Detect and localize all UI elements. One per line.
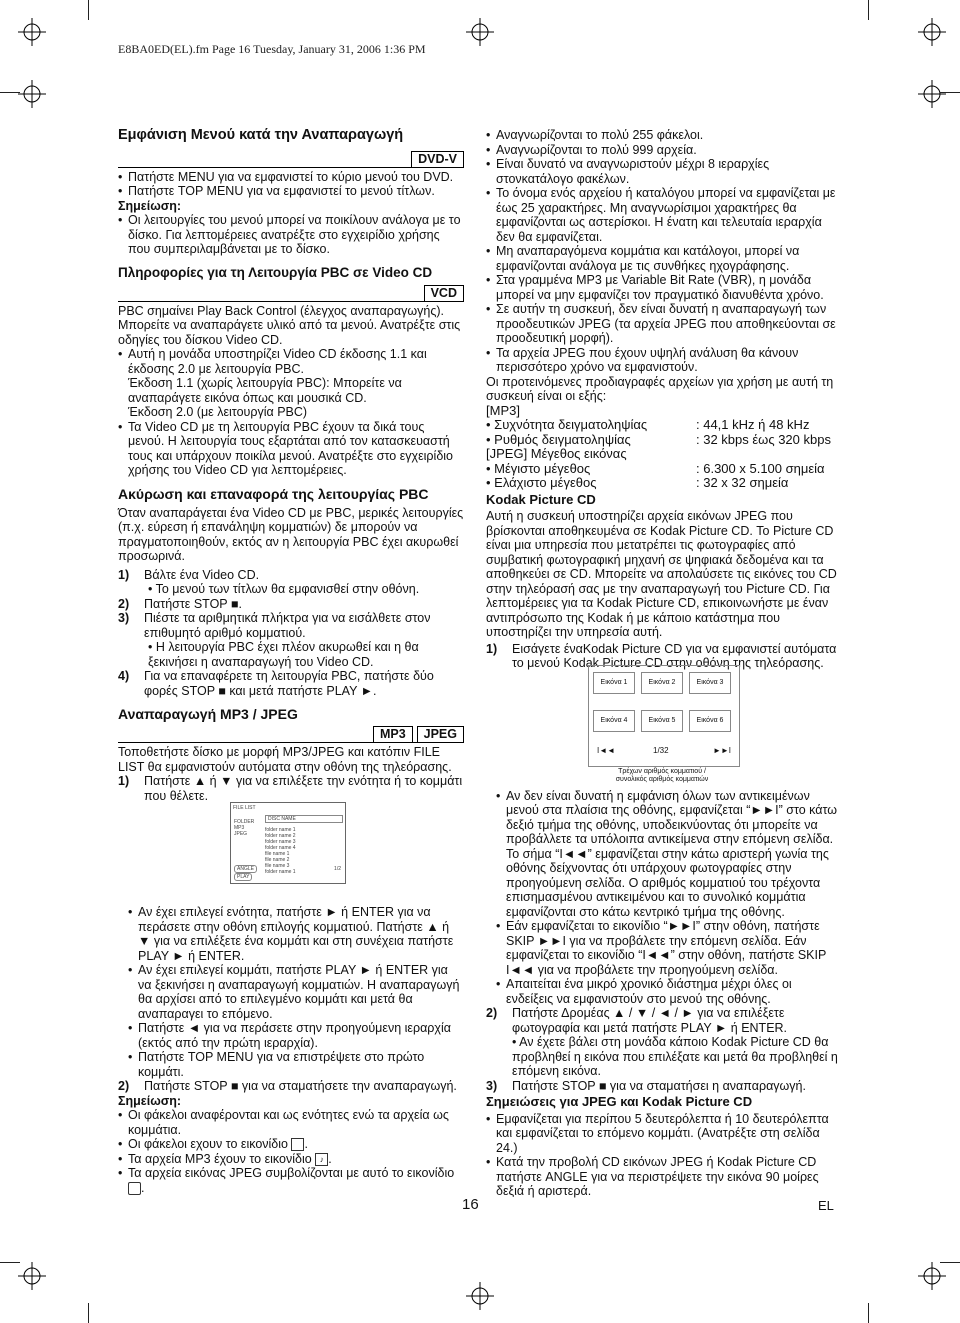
list-item: folder name 2: [265, 833, 296, 839]
crop-mark: [0, 92, 20, 93]
list-item: • Πατήστε ◄ για να περάσετε στην προηγούμενη ιεραρχία (εκτός από την πρώτη ιεραρχία).: [118, 1021, 464, 1050]
list-item: • Οι λειτουργίες του μενού μπορεί να ποικίλουν ανάλογα με το δίσκο. Για λεπτομέρειες ανατρέξτε στο εγχειρίδιο χρήσης που συμπεριλαμβάνεται με το δίσκο.: [118, 213, 464, 257]
spec-value: : 44,1 kHz ή 48 kHz: [696, 417, 810, 432]
crop-mark: [940, 92, 960, 93]
legend-jpeg: JPEG: [234, 831, 248, 837]
thumbnail: Εικόνα 1: [593, 672, 635, 694]
list-item: folder name 4: [265, 845, 296, 851]
list-item: • Είναι δυνατό να αναγνωριστούν μέχρι 8 ιεραρχίες στονκατάλογο φακέλων.: [486, 157, 838, 186]
tag-bar-mp3-jpeg: [118, 726, 464, 743]
list-item: file name 3: [265, 863, 290, 869]
spec-row: [486, 462, 838, 477]
step-sub-item: • Η λειτουργία PBC έχει πλέον ακυρωθεί και η θα ξεκινήσει η αναπαραγωγή του Video CD.: [148, 640, 419, 669]
thumbnail: Εικόνα 2: [641, 672, 683, 694]
list-item: folder name 1: [265, 827, 296, 833]
note-text: Οι φάκελοι εχουν το εικονίδιο: [128, 1137, 288, 1151]
jpeg-image-icon: [128, 1182, 141, 1195]
list-item: • Τα αρχεία JPEG που έχουν υψηλή ανάλυση θα κάνουν περισσότερο χρόνο να εμφανιστούν.: [486, 346, 838, 375]
list-item: • Απαιτείται ένα μικρό χρονικό διάστημα μέχρι όλες οι ενδείξεις να εμφανιστούν στο μενού της οθόνης.: [486, 977, 838, 1006]
list-item: • Αυτή η μονάδα υποστηρίζει Video CD έκδοσης 1.1 και έκδοσης 2.0 με λειτουργία PBC.: [118, 347, 464, 376]
registration-mark-bottom-right-icon: [918, 1262, 946, 1290]
step-item: [486, 1006, 838, 1035]
note-text: Τα αρχεία MP3 έχουν το εικονίδιο: [128, 1151, 312, 1166]
registration-mark-top-center-icon: [466, 18, 494, 46]
spec-value: : 32 kbps έως 320 kbps: [696, 431, 831, 447]
step-number: 1): [118, 774, 130, 788]
list-item: file name 1: [265, 851, 290, 857]
note-heading: Σημείωση:: [118, 198, 182, 213]
tag-mp3: MP3: [373, 726, 413, 742]
list-item: • Τα αρχεία εικόνας JPEG συμβολίζονται με αυτό το εικονίδιο .: [118, 1166, 464, 1195]
registration-mark-top-left-icon: [18, 18, 46, 46]
list-item: • Κατά την προβολή CD εικόνων JPEG ή Kodak Picture CD πατήστε ANGLE για να περιστρέψετε την εικόνα 90 μοίρες δεξιά ή αριστερά.: [486, 1155, 838, 1199]
right-column: [486, 128, 838, 1199]
step-number: 2): [118, 596, 130, 611]
page-number: 16: [462, 1196, 479, 1213]
thumbnail: Εικόνα 3: [689, 672, 731, 694]
file-list-btn-angle: ANGLE: [234, 865, 257, 873]
spec-label: • Ελάχιστο μέγεθος: [486, 475, 597, 490]
spec-heading-mp3: [MP3]: [486, 402, 520, 418]
crop-mark: [940, 1262, 960, 1263]
step-item: [118, 774, 464, 803]
list-item: file name 2: [265, 857, 290, 863]
file-list-btn-play: PLAY: [234, 873, 252, 881]
tag-dvdv: DVD-V: [411, 151, 464, 167]
registration-mark-bottom-center-icon: [466, 1282, 494, 1310]
list-item: • Αν έχει επιλεγεί κομμάτι, πατήστε PLAY ► ή ENTER για να ξεκινήσει η αναπαραγωγή κομματιών. Η αναπαραγωγή θα αρχίσει από το επιλεγμένο κομμάτι και μετά θα αναπαραγει το επόμενο.: [118, 963, 464, 1021]
registration-mark-left-icon: [18, 80, 46, 108]
spec-value: : 6.300 x 5.100 σημεία: [696, 460, 825, 476]
list-item: • Τα Video CD με τη λειτουργία PBC έχουν τα δικά τους μενού. Η λειτουργία τους εξαρτάται από τον κατασκευαστή τους και υπάρχουν ποικίλα μενού. Ανατρέξτε στο εγχειρίδιο χρήσης του Video CD για λεπτομέρειες.: [118, 420, 464, 478]
file-list-title: FILE LIST: [233, 805, 256, 811]
section-title-pbc: Πληροφορίες για τη Λειτουργία PBC σε Video CD: [118, 264, 433, 280]
crop-mark: [868, 1303, 869, 1323]
section-title-menu-playback: Εμφάνιση Μενού κατά την Αναπαραγωγή: [118, 127, 404, 143]
kodak-caption: Τρέχων αριθμός κομματιού / συνολικός αριθμός κομματιών: [615, 768, 709, 783]
folder-icon: [291, 1138, 304, 1151]
step-text: Πατήστε Δρομέας ▲ / ▼ / ◄ / ► για να επιλέξετε φωτογραφία και μετά πατήστε PLAY ► ή ENTER.: [512, 1006, 788, 1035]
section-title-pbc-cancel: Ακύρωση και επαναφορά της λειτουργίας PBC: [118, 485, 429, 502]
list-item: • Οι φάκελοι εχουν το εικονίδιο .: [118, 1137, 464, 1152]
legend-folder: FOLDER: [234, 819, 255, 825]
list-item: • Σε αυτήν τη συσκευή, δεν είναι δυνατή η αναπαραγωγή των προοδευτικών JPEG (τα αρχεία JPEG που αποθηκεύονται σε προοδευτική μορφή).: [486, 302, 838, 346]
section-title-jpeg-notes: Σημειώσεις για JPEG και Kodak Picture CD: [486, 1094, 753, 1109]
mp3-note-icon: ♪: [315, 1153, 328, 1166]
spec-label: • Συχνότητα δειγματοληψίας: [486, 417, 648, 432]
file-list-screen: [230, 802, 346, 884]
step-item: [486, 1079, 838, 1094]
list-item: • Αν δεν είναι δυνατή η εμφάνιση όλων των αντικειμένων μενού στα πλαίσια της οθόνης, εμφανίζεται “►►I” στο κάτω δεξιό τμήμα της οθόνης, υποδεικνύοντας ότι μπορείτε να προβάλλετε τα υπόλοιπα αντικείμενα στην επόμενη σελίδα. Το σήμα “I◄◄” εμφανίζεται στην κάτω αριστερή γωνία της οθόνης δείχνοντας ότι υπάρχουν φωτογραφίες στην προηγούμενη σελίδα. Ο αριθμός κομματιού του τρέχοντα επισημασμένου αντικειμένου και το συνολικό κομμάτια εμφανίζονται στο κάτω κεντρικό τμήμα της οθόνης.: [486, 789, 838, 920]
left-column: [118, 128, 464, 1195]
kodak-menu-screen: [588, 665, 740, 767]
step-item: [118, 597, 464, 612]
language-code: EL: [818, 1198, 834, 1213]
spec-heading-jpeg: [JPEG] Μέγεθος εικόνας: [486, 446, 627, 461]
spec-label: • Ρυθμός δειγματοληψίας: [486, 431, 631, 447]
paragraph: Έκδοση 1.1 (χωρίς λειτουργία PBC): Μπορείτε να αναπαράγετε εικόνα όπως και μουσικά CD.: [128, 376, 402, 405]
paragraph: Έκδοση 2.0 (με λειτουργία PBC): [128, 405, 308, 419]
print-header: E8BA0ED(EL).fm Page 16 Tuesday, January 31, 2006 1:36 PM: [118, 42, 426, 56]
step-item: [118, 611, 464, 640]
list-item: • Οι φάκελοι αναφέρονται και ως ενότητες ενώ τα αρχεία ως κομμάτια.: [118, 1108, 464, 1137]
registration-mark-top-right-icon: [918, 18, 946, 46]
crop-mark: [88, 1303, 89, 1323]
step-item: [118, 1079, 464, 1094]
section-title-mp3-jpeg: Αναπαραγωγή MP3 / JPEG: [118, 706, 298, 722]
skip-next-icon: ►►I: [712, 746, 731, 755]
spec-value: : 32 x 32 σημεία: [696, 475, 789, 490]
paragraph: Οι προτεινόμενες προδιαγραφές αρχείων για χρήση με αυτή τη συσκευή είναι οι εξής:: [486, 374, 834, 403]
list-item: • Τα αρχεία MP3 έχουν το εικονίδιο ♪ .: [118, 1152, 464, 1167]
step-item: [118, 568, 464, 583]
thumbnail: Εικόνα 5: [641, 710, 683, 732]
spec-row: [486, 433, 838, 448]
step-text: Βάλτε ένα Video CD.: [144, 567, 260, 582]
tag-bar-dvdv: [118, 151, 464, 168]
list-item: • Αν έχει επιλεγεί ενότητα, πατήστε ► ή ENTER για να περάσετε στην οθόνη επιλογής κομματιού. Πατήστε ▲ ή ▼ για να επιλέξετε ένα κομμάτι και στη συνέχεια πατήστε PLAY ► ή ENTER.: [118, 905, 464, 963]
step-text: Εισάγετε έναKodak Picture CD για να εμφανιστεί αυτόματα το μενού Kodak Picture CD στην οθόνη της τηλεόρασης.: [512, 641, 837, 670]
crop-mark: [0, 1262, 20, 1263]
registration-mark-bottom-left-icon: [18, 1262, 46, 1290]
step-text: Πιέστε τα αριθμητικά πλήκτρα για να εισάλθετε στον επιθυμητό αριθμό κομματιού.: [144, 611, 431, 640]
thumbnail: Εικόνα 6: [689, 710, 731, 732]
step-number: 3): [486, 1078, 498, 1093]
step-sub-item: • Το μενού των τίτλων θα εμφανισθεί στην οθόνη.: [148, 582, 420, 596]
step-text: Για να επαναφέρετε τη λειτουργία PBC, πατήστε δύο φορές STOP ■ και μετά πατήστε PLAY ►.: [144, 669, 434, 698]
tag-jpeg: JPEG: [417, 726, 464, 742]
list-item: • Αναγνωρίζονται το πολύ 255 φάκελοι.: [486, 128, 838, 143]
legend-mp3: MP3: [234, 825, 245, 831]
step-number: 4): [118, 669, 130, 683]
list-item: • Εμφανίζεται για περίπου 5 δευτερόλεπτα ή 10 δευτερόλεπτα και εμφανίζεται το επόμενο κομμάτι. (Ανατρέξτε στη σελίδα 24.): [486, 1112, 838, 1156]
list-item: • Στα γραμμένα MP3 με Variable Bit Rate (VBR), η μονάδα μπορεί να μην εμφανίζει τον πραγματικό διανυθέντα χρόνο.: [486, 273, 838, 302]
spec-label: • Μέγιστο μέγεθος: [486, 460, 591, 476]
list-item: • Πατήστε TOP MENU για να εμφανιστεί το μενού τίτλων.: [118, 184, 464, 199]
paragraph: Αυτή η συσκευή υποστηρίζει αρχεία εικόνων JPEG που βρίσκονται αποθηκευμένα σε Kodak Picture CD. Το Picture CD είναι μια υπηρεσία που μετατρέπει τις φωτογραφίες από συμβατική φωτογραφική μηχανή σε ψηφιακά δεδομένα και τα αποθηκεύει σε CD. Μπορείτε να απολαύσετε τις εικόνες του CD στην τηλεόρασή σας με την αναπαραγωγή του Picture CD. Για λεπτομέρειες για τα Kodak Picture CD, επικοινωνήστε με έναν αντιπρόσωπο της Kodak ή με κάποιο κατάστημα που υποστηρίζει την υπηρεσία αυτή.: [486, 509, 837, 639]
list-item: • Πατήστε TOP MENU για να επιστρέψετε στο πρώτο κομμάτι.: [118, 1050, 464, 1079]
list-item: • Εάν εμφανίζεται το εικονίδιο “►►I” στην οθόνη, πατήστε SKIP ►►I για να προβάλετε την επόμενη σελίδα. Εάν εμφανίζεται το εικονίδιο “I◄◄” στην οθόνη, πατήστε SKIP I◄◄ για να προβάλετε την προηγούμενη σελίδα.: [486, 919, 838, 977]
step-number: 3): [118, 611, 130, 625]
list-item: • Το όνομα ενός αρχείου ή καταλόγου μπορεί να εμφανίζεται με έως 25 χαρακτήρες. Μη αναγνωρίσιμοι χαρακτήρες θα εμφανίζονται ως αστερίσκοι. Η ένατη και τελευταία ιεραρχία δεν θα εμφανίζεται.: [486, 186, 838, 244]
step-text: Πατήστε STOP ■.: [144, 596, 242, 611]
paragraph: PBC σημαίνει Play Back Control (έλεγχος αναπαραγωγής). Μπορείτε να αναπαράγετε υλικό από τα μενού. Ανατρέξτε στις οδηγίες του δίσκου Video CD.: [118, 303, 461, 347]
list-item: folder name 3: [265, 839, 296, 845]
spec-row: [486, 476, 838, 491]
list-item: • Πατήστε MENU για να εμφανιστεί το κύριο μενού του DVD.: [118, 170, 464, 185]
crop-mark: [88, 0, 89, 20]
tag-bar-vcd: [118, 285, 464, 302]
file-list-page: 1/2: [334, 866, 341, 872]
file-list-disc-name: DISC NAME: [265, 815, 343, 823]
step-number: 1): [118, 567, 130, 582]
list-item: • Μη αναπαραγόμενα κομμάτια και κατάλογοι, μπορεί να εμφανίζονται ανάλογα με τις συνθήκες ηχογράφησης.: [486, 244, 838, 273]
file-list-items: [265, 827, 341, 875]
skip-prev-icon: I◄◄: [597, 746, 616, 755]
list-item: folder name 1: [265, 869, 296, 875]
section-title-kodak: Kodak Picture CD: [486, 491, 596, 507]
thumbnail: Εικόνα 4: [593, 710, 635, 732]
registration-mark-right-icon: [918, 80, 946, 108]
crop-mark: [868, 0, 869, 20]
step-number: 2): [118, 1079, 130, 1093]
step-text: Πατήστε STOP ■ για να σταματήσετε την αναπαραγωγή.: [144, 1079, 457, 1093]
list-item: • Αναγνωρίζονται το πολύ 999 αρχεία.: [486, 143, 838, 158]
spec-row: [486, 418, 838, 433]
note-heading: Σημείωση:: [118, 1093, 182, 1108]
tag-vcd: VCD: [424, 285, 464, 301]
note-text: Τα αρχεία εικόνας JPEG συμβολίζονται με αυτό το εικονίδιο: [128, 1166, 455, 1180]
step-text: Πατήστε STOP ■ για να σταματήσει η αναπαραγωγή.: [512, 1078, 806, 1093]
step-number: 1): [486, 641, 498, 656]
paragraph: Όταν αναπαράγεται ένα Video CD με PBC, μερικές λειτουργίες (π.χ. εύρεση ή επανάληψη κομματιών) δε μπορούν να πραγματοποιηθούν, εκτός αν η λειτουργία PBC έχει ακυρωθεί προσωρινά.: [118, 505, 464, 563]
step-text: Πατήστε ▲ ή ▼ για να επιλέξετε την ενότητα ή το κομμάτι που θέλετε.: [144, 774, 463, 803]
step-number: 2): [486, 1006, 498, 1020]
page-counter: 1/32: [653, 746, 669, 755]
step-item: [118, 669, 464, 698]
paragraph: Τοποθετήστε δίσκο με μορφή MP3/JPEG και κατόπιν FILE LIST θα εμφανιστούν αυτόματα στην οθόνη της τηλεόρασης.: [118, 745, 452, 774]
step-sub-item: • Αν έχετε βάλει στη μονάδα κάποιο Kodak Picture CD θα προβληθεί η εικόνα που επιλέξατε και μετά θα προβληθεί η επόμενη εικόνα.: [512, 1035, 838, 1078]
